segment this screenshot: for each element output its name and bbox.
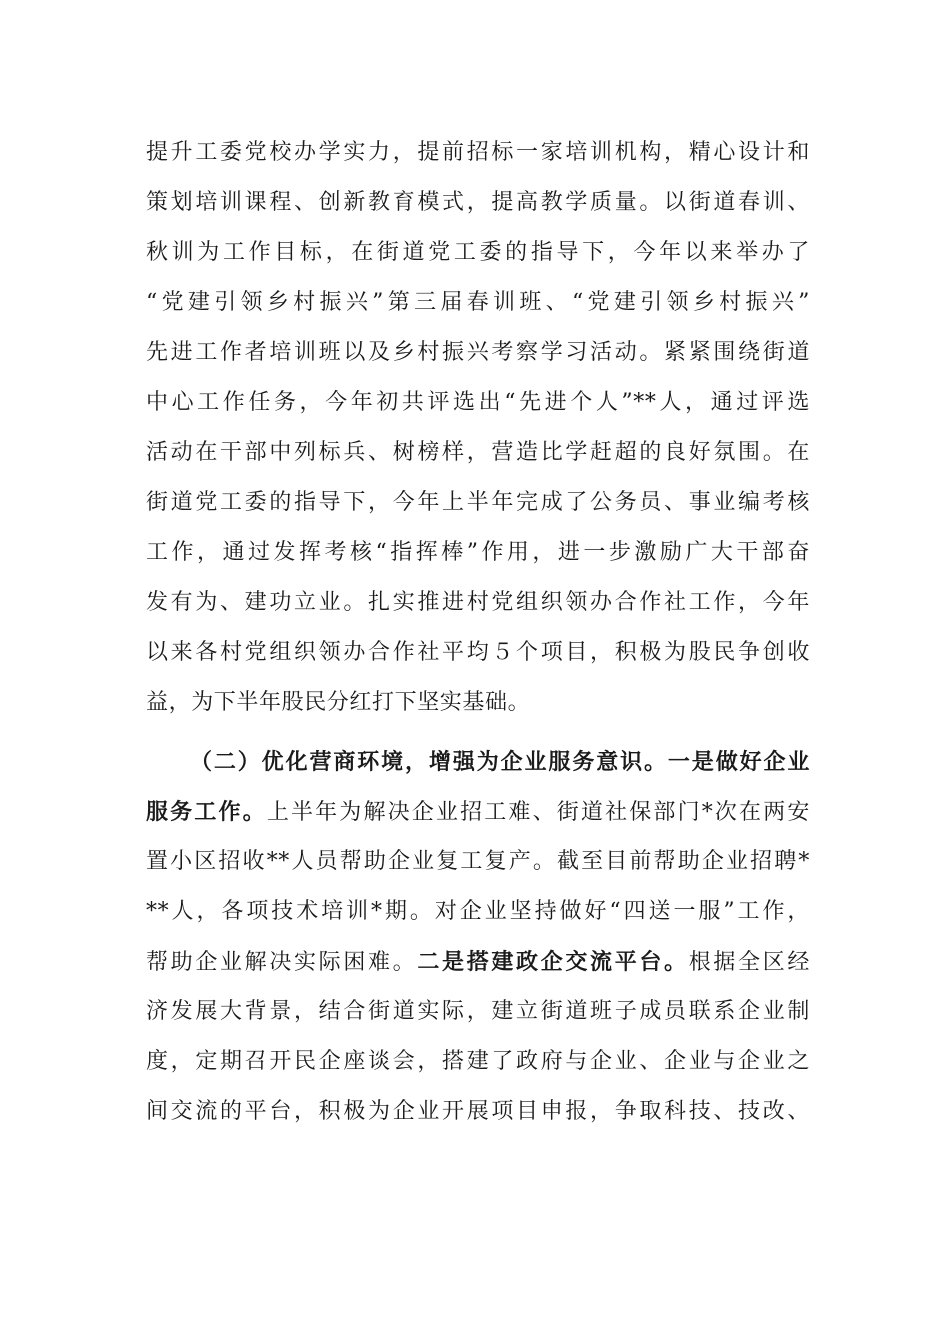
text-line (146, 787, 810, 837)
text-run: 根据全区经 (688, 950, 810, 975)
text-line: 秋训为工作目标，在街道党工委的指导下，今年以来举办了 (146, 240, 810, 265)
text-line: 度，定期召开民企座谈会，搭建了政府与企业、企业与企业之 (146, 1049, 810, 1074)
bold-phrase: 二是搭建政企交流平台。 (417, 949, 689, 975)
text-line: 发有为、建功立业。扎实推进村党组织领办合作社工作，今年 (146, 590, 810, 615)
text-line: “党建引领乡村振兴”第三届春训班、“党建引领乡村振兴” (146, 290, 810, 315)
text-line: 先进工作者培训班以及乡村振兴考察学习活动。紧紧围绕街道 (146, 340, 810, 365)
section-heading-line: （二）优化营商环境，增强为企业服务意识。一是做好企业 (190, 749, 810, 775)
text-line: 策划培训课程、创新教育模式，提高教学质量。以街道春训、 (146, 190, 810, 215)
text-line: 置小区招收**人员帮助企业复工复产。截至目前帮助企业招聘* (146, 849, 810, 874)
text-line (146, 937, 810, 987)
bold-phrase: 服务工作。 (146, 799, 267, 825)
text-run: 上半年为解决企业招工难、街道社保部门*次在两安 (266, 800, 810, 825)
text-line: 间交流的平台，积极为企业开展项目申报，争取科技、技改、 (146, 1099, 810, 1124)
text-line: 提升工委党校办学实力，提前招标一家培训机构，精心设计和 (146, 140, 810, 165)
text-line: 济发展大背景，结合街道实际，建立街道班子成员联系企业制 (146, 999, 810, 1024)
text-line: 街道党工委的指导下，今年上半年完成了公务员、事业编考核 (146, 490, 810, 515)
paragraph-business-environment (146, 737, 810, 1137)
text-line: 工作，通过发挥考核“指挥棒”作用，进一步激励广大干部奋 (146, 540, 810, 565)
text-line: 以来各村党组织领办合作社平均５个项目，积极为股民争创收 (146, 640, 810, 665)
text-line: **人，各项技术培训*期。对企业坚持做好“四送一服”工作， (146, 899, 810, 924)
paragraph-party-school-training (146, 128, 810, 728)
text-line: 活动在干部中列标兵、树榜样，营造比学赶超的良好氛围。在 (146, 440, 810, 465)
text-run: 帮助企业解决实际困难。 (146, 950, 418, 975)
text-line: 中心工作任务，今年初共评选出“先进个人”**人，通过评选 (146, 390, 810, 415)
text-line: 益，为下半年股民分红打下坚实基础。 (146, 690, 531, 715)
